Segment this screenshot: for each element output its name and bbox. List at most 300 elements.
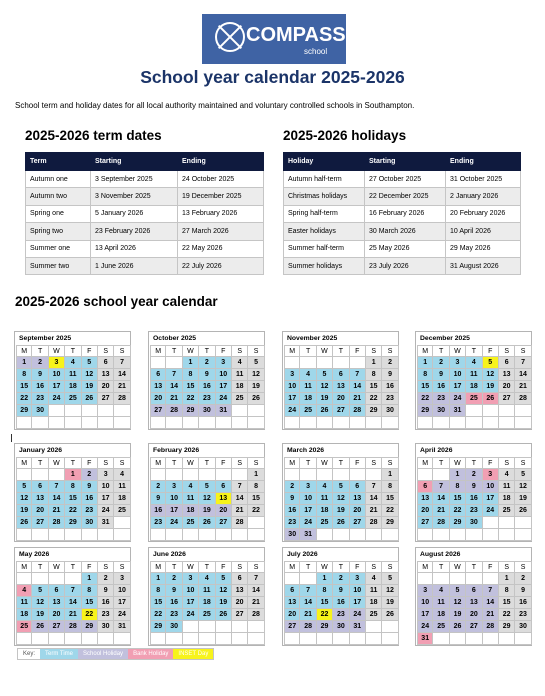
calendar-day: 16 bbox=[98, 597, 114, 609]
table-cell: Summer half-term bbox=[284, 240, 365, 257]
weekday-header: S bbox=[366, 457, 382, 469]
calendar-empty-cell bbox=[98, 417, 114, 429]
month-calendar bbox=[14, 443, 131, 542]
calendar-day: 5 bbox=[82, 357, 98, 369]
calendar-empty-cell bbox=[16, 573, 32, 585]
calendar-day: 10 bbox=[300, 493, 316, 505]
calendar-day: 2 bbox=[150, 481, 166, 493]
calendar-day: 12 bbox=[450, 597, 466, 609]
calendar-empty-cell bbox=[114, 633, 130, 645]
calendar-day: 6 bbox=[49, 585, 65, 597]
calendar-day: 25 bbox=[433, 621, 449, 633]
calendar-empty-cell bbox=[248, 405, 264, 417]
calendar-empty-cell bbox=[317, 469, 333, 481]
calendar-empty-cell bbox=[248, 517, 264, 529]
calendar-day: 12 bbox=[317, 381, 333, 393]
calendar-day: 6 bbox=[32, 481, 48, 493]
table-cell: 31 October 2025 bbox=[446, 171, 521, 188]
calendar-day: 7 bbox=[65, 585, 81, 597]
calendar-day: 10 bbox=[483, 481, 499, 493]
calendar-day: 10 bbox=[284, 381, 300, 393]
weekday-header: T bbox=[32, 345, 48, 357]
month-title: October 2025 bbox=[153, 335, 197, 342]
weekday-header: F bbox=[82, 345, 98, 357]
calendar-day: 26 bbox=[16, 517, 32, 529]
calendar-day: 11 bbox=[183, 493, 199, 505]
calendar-day: 16 bbox=[199, 381, 215, 393]
calendar-day: 1 bbox=[82, 573, 98, 585]
calendar-day: 23 bbox=[199, 393, 215, 405]
calendar-day: 25 bbox=[199, 609, 215, 621]
calendar-day: 18 bbox=[16, 609, 32, 621]
weekday-header: S bbox=[98, 561, 114, 573]
table-row bbox=[26, 171, 264, 188]
calendar-day: 24 bbox=[166, 517, 182, 529]
calendar-empty-cell bbox=[483, 633, 499, 645]
calendar-day: 2 bbox=[98, 573, 114, 585]
calendar-day: 3 bbox=[183, 573, 199, 585]
calendar-empty-cell bbox=[216, 529, 232, 541]
calendar-day: 10 bbox=[98, 481, 114, 493]
month-calendar bbox=[148, 331, 265, 430]
weekday-header: W bbox=[183, 457, 199, 469]
calendar-day: 13 bbox=[417, 493, 433, 505]
calendar-empty-cell bbox=[232, 469, 248, 481]
calendar-empty-cell bbox=[366, 621, 382, 633]
table-cell: 16 February 2026 bbox=[365, 205, 446, 222]
table-cell: 29 May 2026 bbox=[446, 240, 521, 257]
calendar-day: 24 bbox=[216, 393, 232, 405]
calendar-day: 21 bbox=[232, 505, 248, 517]
month-calendar bbox=[148, 547, 265, 646]
calendar-day: 23 bbox=[466, 505, 482, 517]
calendar-day: 13 bbox=[466, 597, 482, 609]
weekday-header: T bbox=[466, 345, 482, 357]
calendar-empty-cell bbox=[248, 621, 264, 633]
calendar-day: 14 bbox=[366, 493, 382, 505]
calendar-day: 17 bbox=[183, 597, 199, 609]
calendar-day: 14 bbox=[65, 597, 81, 609]
calendar-day: 5 bbox=[333, 481, 349, 493]
calendar-day: 15 bbox=[499, 597, 515, 609]
calendar-day: 20 bbox=[232, 597, 248, 609]
calendar-empty-cell bbox=[98, 529, 114, 541]
calendar-day: 1 bbox=[417, 357, 433, 369]
calendar-day: 20 bbox=[333, 393, 349, 405]
calendar-day: 12 bbox=[515, 481, 531, 493]
calendar-day: 18 bbox=[232, 381, 248, 393]
weekday-header: W bbox=[49, 457, 65, 469]
calendar-day: 2 bbox=[284, 481, 300, 493]
calendar-empty-cell bbox=[450, 529, 466, 541]
key-label: Key: bbox=[18, 649, 40, 659]
table-cell: 3 November 2025 bbox=[91, 188, 178, 205]
weekday-header: M bbox=[16, 457, 32, 469]
col-header: Ending bbox=[178, 153, 264, 171]
calendar-day: 23 bbox=[382, 393, 398, 405]
calendar-empty-cell bbox=[317, 633, 333, 645]
calendar-day: 14 bbox=[515, 369, 531, 381]
calendar-day: 16 bbox=[466, 493, 482, 505]
calendar-day: 19 bbox=[515, 493, 531, 505]
calendar-day: 28 bbox=[515, 393, 531, 405]
calendar-day: 13 bbox=[49, 597, 65, 609]
calendar-day: 10 bbox=[417, 597, 433, 609]
calendar-empty-cell bbox=[199, 529, 215, 541]
calendar-day: 8 bbox=[366, 369, 382, 381]
calendar-day: 27 bbox=[333, 405, 349, 417]
calendar-empty-cell bbox=[166, 417, 182, 429]
calendar-empty-cell bbox=[317, 529, 333, 541]
weekday-header: M bbox=[150, 457, 166, 469]
weekday-header: S bbox=[248, 345, 264, 357]
calendar-day: 16 bbox=[515, 597, 531, 609]
weekday-header: T bbox=[65, 345, 81, 357]
calendar-day: 1 bbox=[150, 573, 166, 585]
calendar-day: 11 bbox=[433, 597, 449, 609]
calendar-empty-cell bbox=[150, 417, 166, 429]
key-inset-day: INSET Day bbox=[173, 649, 213, 659]
calendar-day: 14 bbox=[433, 493, 449, 505]
calendar-day: 28 bbox=[49, 517, 65, 529]
table-cell: Spring half-term bbox=[284, 205, 365, 222]
calendar-day: 26 bbox=[333, 517, 349, 529]
calendar-day: 3 bbox=[450, 357, 466, 369]
calendar-day: 29 bbox=[16, 405, 32, 417]
calendar-day: 10 bbox=[166, 493, 182, 505]
calendar-day: 9 bbox=[98, 585, 114, 597]
calendar-empty-cell bbox=[417, 417, 433, 429]
calendar-empty-cell bbox=[32, 529, 48, 541]
calendar-day: 25 bbox=[232, 393, 248, 405]
calendar-day: 31 bbox=[300, 529, 316, 541]
calendar-empty-cell bbox=[433, 529, 449, 541]
table-cell: Christmas holidays bbox=[284, 188, 365, 205]
month-calendar bbox=[415, 331, 532, 430]
table-row bbox=[284, 257, 521, 274]
weekday-header: W bbox=[450, 457, 466, 469]
weekday-header: T bbox=[65, 457, 81, 469]
calendar-day: 14 bbox=[232, 493, 248, 505]
calendar-day: 3 bbox=[98, 469, 114, 481]
calendar-empty-cell bbox=[199, 633, 215, 645]
calendar-day: 12 bbox=[32, 597, 48, 609]
calendar-day: 3 bbox=[216, 357, 232, 369]
calendar-day: 1 bbox=[16, 357, 32, 369]
calendar-day: 29 bbox=[499, 621, 515, 633]
calendar-day: 21 bbox=[166, 393, 182, 405]
month-title: February 2026 bbox=[153, 447, 200, 454]
weekday-header: S bbox=[382, 345, 398, 357]
weekday-header: M bbox=[284, 561, 300, 573]
table-cell: 20 February 2026 bbox=[446, 205, 521, 222]
calendar-day: 10 bbox=[450, 369, 466, 381]
calendar-day: 28 bbox=[483, 621, 499, 633]
weekday-header: M bbox=[150, 561, 166, 573]
table-row bbox=[284, 188, 521, 205]
calendar-empty-cell bbox=[284, 573, 300, 585]
calendar-empty-cell bbox=[350, 469, 366, 481]
weekday-header: F bbox=[483, 345, 499, 357]
calendar-empty-cell bbox=[350, 357, 366, 369]
weekday-header: M bbox=[16, 561, 32, 573]
calendar-day: 15 bbox=[248, 493, 264, 505]
calendar-day: 6 bbox=[98, 357, 114, 369]
calendar-day: 6 bbox=[417, 481, 433, 493]
calendar-day: 22 bbox=[82, 609, 98, 621]
month-title: June 2026 bbox=[153, 551, 186, 558]
calendar-day: 8 bbox=[382, 481, 398, 493]
weekday-header: W bbox=[450, 345, 466, 357]
weekday-header: T bbox=[466, 561, 482, 573]
weekday-header: M bbox=[417, 345, 433, 357]
calendar-empty-cell bbox=[150, 633, 166, 645]
calendar-day: 17 bbox=[483, 493, 499, 505]
table-row bbox=[284, 205, 521, 222]
calendar-day: 8 bbox=[450, 481, 466, 493]
calendar-day: 4 bbox=[499, 469, 515, 481]
weekday-header: T bbox=[199, 457, 215, 469]
calendar-day: 17 bbox=[98, 493, 114, 505]
calendar-empty-cell bbox=[65, 405, 81, 417]
calendar-day: 9 bbox=[166, 585, 182, 597]
table-row bbox=[26, 205, 264, 222]
calendar-day: 28 bbox=[248, 609, 264, 621]
calendar-day: 28 bbox=[232, 517, 248, 529]
calendar-day: 4 bbox=[183, 481, 199, 493]
weekday-header: T bbox=[433, 345, 449, 357]
calendar-day: 13 bbox=[284, 597, 300, 609]
calendar-day: 10 bbox=[350, 585, 366, 597]
calendar-day: 6 bbox=[150, 369, 166, 381]
calendar-day: 3 bbox=[483, 469, 499, 481]
calendar-day: 4 bbox=[317, 481, 333, 493]
table-cell: 22 May 2026 bbox=[178, 240, 264, 257]
calendar-day: 7 bbox=[483, 585, 499, 597]
calendar-day: 31 bbox=[350, 621, 366, 633]
calendar-day: 2 bbox=[32, 357, 48, 369]
weekday-header: S bbox=[366, 345, 382, 357]
calendar-day: 22 bbox=[366, 393, 382, 405]
calendar-day: 29 bbox=[366, 405, 382, 417]
weekday-header: T bbox=[199, 345, 215, 357]
table-cell: 22 July 2026 bbox=[178, 257, 264, 274]
calendar-day: 26 bbox=[317, 405, 333, 417]
weekday-header: W bbox=[183, 345, 199, 357]
calendar-day: 29 bbox=[382, 517, 398, 529]
calendar-day: 26 bbox=[248, 393, 264, 405]
month-title: January 2026 bbox=[19, 447, 63, 454]
holidays-heading: 2025-2026 holidays bbox=[283, 128, 407, 143]
calendar-empty-cell bbox=[284, 633, 300, 645]
calendar-day: 22 bbox=[248, 505, 264, 517]
calendar-day: 21 bbox=[350, 393, 366, 405]
table-cell: 13 February 2026 bbox=[178, 205, 264, 222]
calendar-day: 1 bbox=[499, 573, 515, 585]
table-row bbox=[26, 240, 264, 257]
calendar-empty-cell bbox=[49, 417, 65, 429]
calendar-empty-cell bbox=[450, 573, 466, 585]
calendar-day: 21 bbox=[366, 505, 382, 517]
calendar-empty-cell bbox=[199, 417, 215, 429]
calendar-day: 5 bbox=[483, 357, 499, 369]
calendar-day: 25 bbox=[366, 609, 382, 621]
calendar-day: 21 bbox=[300, 609, 316, 621]
calendar-day: 9 bbox=[199, 369, 215, 381]
weekday-header: S bbox=[232, 561, 248, 573]
calendar-day: 15 bbox=[65, 493, 81, 505]
calendar-day: 16 bbox=[150, 505, 166, 517]
table-cell: 27 October 2025 bbox=[365, 171, 446, 188]
calendar-day: 17 bbox=[166, 505, 182, 517]
table-row bbox=[26, 223, 264, 240]
calendar-empty-cell bbox=[366, 469, 382, 481]
calendar-day: 8 bbox=[150, 585, 166, 597]
weekday-header: S bbox=[382, 457, 398, 469]
calendar-day: 2 bbox=[166, 573, 182, 585]
calendar-day: 4 bbox=[466, 357, 482, 369]
col-header: Term bbox=[26, 153, 91, 171]
calendar-empty-cell bbox=[65, 633, 81, 645]
calendar-empty-cell bbox=[284, 469, 300, 481]
weekday-header: M bbox=[417, 561, 433, 573]
calendar-day: 4 bbox=[199, 573, 215, 585]
calendar-empty-cell bbox=[466, 633, 482, 645]
calendar-empty-cell bbox=[515, 405, 531, 417]
calendar-day: 16 bbox=[166, 597, 182, 609]
calendar-day: 5 bbox=[248, 357, 264, 369]
calendar-day: 27 bbox=[350, 517, 366, 529]
calendar-day: 13 bbox=[499, 369, 515, 381]
calendar-empty-cell bbox=[82, 417, 98, 429]
calendar-day: 27 bbox=[232, 609, 248, 621]
calendar-day: 20 bbox=[32, 505, 48, 517]
month-calendar bbox=[14, 547, 131, 646]
calendar-day: 27 bbox=[499, 393, 515, 405]
calendar-day: 10 bbox=[216, 369, 232, 381]
table-cell: 3 September 2025 bbox=[91, 171, 178, 188]
weekday-header: T bbox=[199, 561, 215, 573]
table-row bbox=[284, 171, 521, 188]
calendar-day: 15 bbox=[317, 597, 333, 609]
calendar-day: 18 bbox=[65, 381, 81, 393]
calendar-day: 6 bbox=[232, 573, 248, 585]
calendar-day: 13 bbox=[32, 493, 48, 505]
calendar-day: 5 bbox=[382, 573, 398, 585]
table-cell: 22 December 2025 bbox=[365, 188, 446, 205]
calendar-day: 1 bbox=[183, 357, 199, 369]
calendar-day: 1 bbox=[317, 573, 333, 585]
table-cell: Summer two bbox=[26, 257, 91, 274]
weekday-header: S bbox=[515, 457, 531, 469]
calendar-day: 15 bbox=[183, 381, 199, 393]
calendar-day: 10 bbox=[114, 585, 130, 597]
calendar-empty-cell bbox=[350, 417, 366, 429]
calendar-day: 24 bbox=[483, 505, 499, 517]
calendar-empty-cell bbox=[417, 573, 433, 585]
calendar-day: 27 bbox=[216, 517, 232, 529]
calendar-day: 14 bbox=[114, 369, 130, 381]
calendar-day: 24 bbox=[284, 405, 300, 417]
table-row bbox=[26, 188, 264, 205]
weekday-header: W bbox=[49, 561, 65, 573]
calendar-day: 30 bbox=[466, 517, 482, 529]
calendar-day: 6 bbox=[333, 369, 349, 381]
calendar-day: 27 bbox=[466, 621, 482, 633]
calendar-day: 20 bbox=[284, 609, 300, 621]
text-cursor bbox=[11, 434, 12, 442]
calendar-empty-cell bbox=[499, 405, 515, 417]
table-cell: 1 June 2026 bbox=[91, 257, 178, 274]
calendar-day: 3 bbox=[114, 573, 130, 585]
calendar-day: 7 bbox=[114, 357, 130, 369]
calendar-day: 12 bbox=[248, 369, 264, 381]
calendar-day: 10 bbox=[49, 369, 65, 381]
calendar-day: 9 bbox=[284, 493, 300, 505]
calendar-empty-cell bbox=[433, 417, 449, 429]
calendar-day: 24 bbox=[98, 505, 114, 517]
key-term-time: Term Time bbox=[40, 649, 78, 659]
calendar-day: 17 bbox=[216, 381, 232, 393]
weekday-header: S bbox=[114, 345, 130, 357]
calendar-empty-cell bbox=[483, 573, 499, 585]
calendar-empty-cell bbox=[32, 633, 48, 645]
calendar-day: 28 bbox=[114, 393, 130, 405]
calendar-day: 4 bbox=[433, 585, 449, 597]
calendar-day: 16 bbox=[433, 381, 449, 393]
calendar-day: 12 bbox=[16, 493, 32, 505]
calendar-empty-cell bbox=[232, 633, 248, 645]
table-cell: Spring one bbox=[26, 205, 91, 222]
calendar-empty-cell bbox=[150, 529, 166, 541]
calendar-empty-cell bbox=[16, 633, 32, 645]
table-cell: 24 October 2025 bbox=[178, 171, 264, 188]
calendar-empty-cell bbox=[183, 469, 199, 481]
calendar-day: 13 bbox=[232, 585, 248, 597]
calendar-empty-cell bbox=[183, 417, 199, 429]
calendar-day: 18 bbox=[466, 381, 482, 393]
calendar-day: 3 bbox=[417, 585, 433, 597]
calendar-day: 3 bbox=[284, 369, 300, 381]
calendar-day: 14 bbox=[49, 493, 65, 505]
weekday-header: F bbox=[350, 561, 366, 573]
calendar-day: 7 bbox=[350, 369, 366, 381]
calendar-day: 6 bbox=[350, 481, 366, 493]
table-cell: 23 July 2026 bbox=[365, 257, 446, 274]
calendar-day: 8 bbox=[499, 585, 515, 597]
calendar-day: 26 bbox=[32, 621, 48, 633]
weekday-header: S bbox=[114, 561, 130, 573]
weekday-header: S bbox=[499, 457, 515, 469]
calendar-empty-cell bbox=[49, 573, 65, 585]
table-cell: 10 April 2026 bbox=[446, 223, 521, 240]
weekday-header: F bbox=[350, 345, 366, 357]
calendar-empty-cell bbox=[216, 633, 232, 645]
calendar-day: 7 bbox=[232, 481, 248, 493]
calendar-day: 24 bbox=[300, 517, 316, 529]
calendar-day: 15 bbox=[450, 493, 466, 505]
calendar-day: 19 bbox=[32, 609, 48, 621]
calendar-day: 24 bbox=[417, 621, 433, 633]
table-row bbox=[26, 257, 264, 274]
calendar-day: 17 bbox=[417, 609, 433, 621]
calendar-day: 2 bbox=[433, 357, 449, 369]
calendar-day: 27 bbox=[49, 621, 65, 633]
calendar-day: 11 bbox=[317, 493, 333, 505]
calendar-day: 27 bbox=[150, 405, 166, 417]
weekday-header: T bbox=[166, 561, 182, 573]
weekday-header: T bbox=[333, 457, 349, 469]
